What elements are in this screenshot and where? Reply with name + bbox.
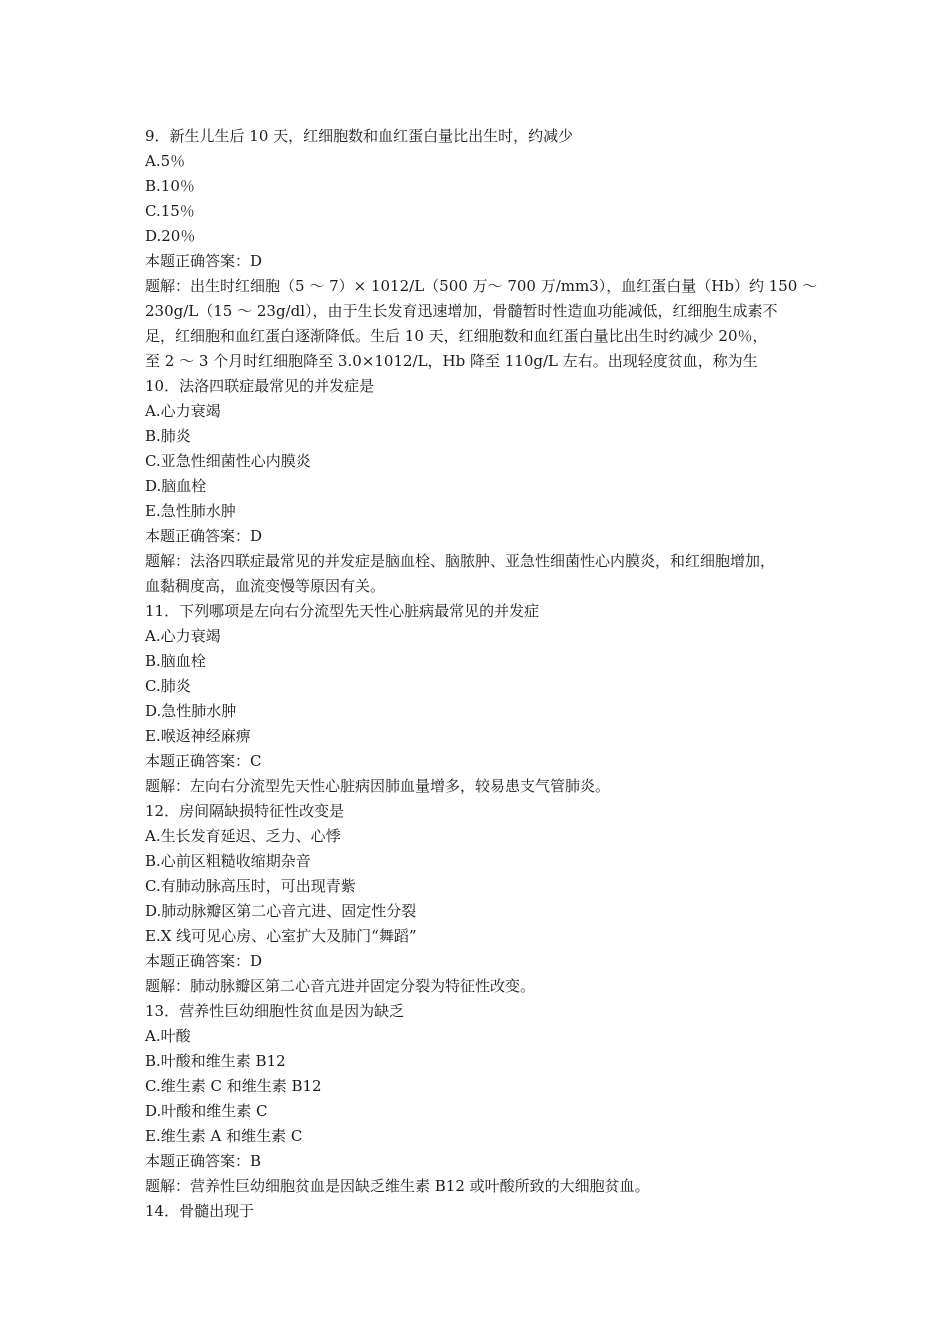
question-stem: 12．房间隔缺损特征性改变是 (145, 802, 345, 820)
document-page (145, 124, 825, 1224)
explanation-line: 题解：法洛四联症最常见的并发症是脑血栓、脑脓肿、亚急性细菌性心内膜炎，和红细胞增加， (145, 552, 776, 570)
explanation-line: 血黏稠度高，血流变慢等原因有关。 (145, 577, 386, 595)
answer-option: D.叶酸和维生素 C (145, 1102, 268, 1120)
correct-answer: 本题正确答案：D (145, 252, 263, 270)
question-stem: 14．骨髓出现于 (145, 1202, 255, 1220)
answer-option: B.肺炎 (145, 427, 191, 445)
question-stem: 13．营养性巨幼细胞性贫血是因为缺乏 (145, 1002, 405, 1020)
correct-answer: 本题正确答案：C (145, 752, 262, 770)
correct-answer: 本题正确答案：B (145, 1152, 262, 1170)
question-block (145, 1199, 825, 1224)
correct-answer: 本题正确答案：D (145, 527, 263, 545)
correct-answer: 本题正确答案：D (145, 952, 263, 970)
explanation-line: 题解：左向右分流型先天性心脏病因肺血量增多，较易患支气管肺炎。 (145, 777, 611, 795)
answer-option: B.心前区粗糙收缩期杂音 (145, 852, 311, 870)
explanation-line: 题解：出生时红细胞（5 ～ 7）× 1012/L（500 万～ 700 万/mm3），血红蛋白量（Hb）约 150 ～ (145, 277, 818, 295)
question-block (145, 599, 825, 799)
answer-option: A.生长发育延迟、乏力、心悸 (145, 827, 341, 845)
answer-option: D.急性肺水肿 (145, 702, 237, 720)
explanation-line: 至 2 ～ 3 个月时红细胞降至 3.0×1012/L，Hb 降至 110g/L 左右。出现轻度贫血，称为生 (145, 352, 758, 370)
question-stem: 9．新生儿生后 10 天，红细胞数和血红蛋白量比出生时，约减少 (145, 127, 574, 145)
answer-option: A.心力衰竭 (145, 627, 221, 645)
answer-option: A.心力衰竭 (145, 402, 221, 420)
answer-option: C.亚急性细菌性心内膜炎 (145, 452, 311, 470)
explanation-line: 230g/L（15 ～ 23g/dl），由于生长发育迅速增加，骨髓暂时性造血功能减低，红细胞生成素不 (145, 302, 778, 320)
explanation-line: 足，红细胞和血红蛋白逐渐降低。生后 10 天，红细胞数和血红蛋白量比出生时约减少 20％， (145, 327, 768, 345)
answer-option: C.肺炎 (145, 677, 191, 695)
answer-option: E.急性肺水肿 (145, 502, 236, 520)
answer-option: E.维生素 A 和维生素 C (145, 1127, 303, 1145)
question-block (145, 999, 825, 1199)
answer-option: D.20％ (145, 227, 196, 245)
answer-option: D.脑血栓 (145, 477, 207, 495)
answer-option: A.叶酸 (145, 1027, 191, 1045)
explanation-line: 题解：营养性巨幼细胞贫血是因缺乏维生素 B12 或叶酸所致的大细胞贫血。 (145, 1177, 650, 1195)
question-block (145, 124, 825, 374)
question-stem: 10．法洛四联症最常见的并发症是 (145, 377, 375, 395)
answer-option: E.喉返神经麻痹 (145, 727, 251, 745)
answer-option: B.脑血栓 (145, 652, 206, 670)
answer-option: B.10％ (145, 177, 195, 195)
answer-option: C.有肺动脉高压时，可出现青紫 (145, 877, 356, 895)
explanation-line: 题解：肺动脉瓣区第二心音亢进并固定分裂为特征性改变。 (145, 977, 536, 995)
answer-option: C.15％ (145, 202, 195, 220)
question-block (145, 374, 825, 599)
answer-option: C.维生素 C 和维生素 B12 (145, 1077, 322, 1095)
question-stem: 11．下列哪项是左向右分流型先天性心脏病最常见的并发症 (145, 602, 540, 620)
answer-option: A.5％ (145, 152, 186, 170)
answer-option: E.X 线可见心房、心室扩大及肺门“舞蹈” (145, 927, 417, 945)
answer-option: B.叶酸和维生素 B12 (145, 1052, 286, 1070)
answer-option: D.肺动脉瓣区第二心音亢进、固定性分裂 (145, 902, 417, 920)
question-block (145, 799, 825, 999)
